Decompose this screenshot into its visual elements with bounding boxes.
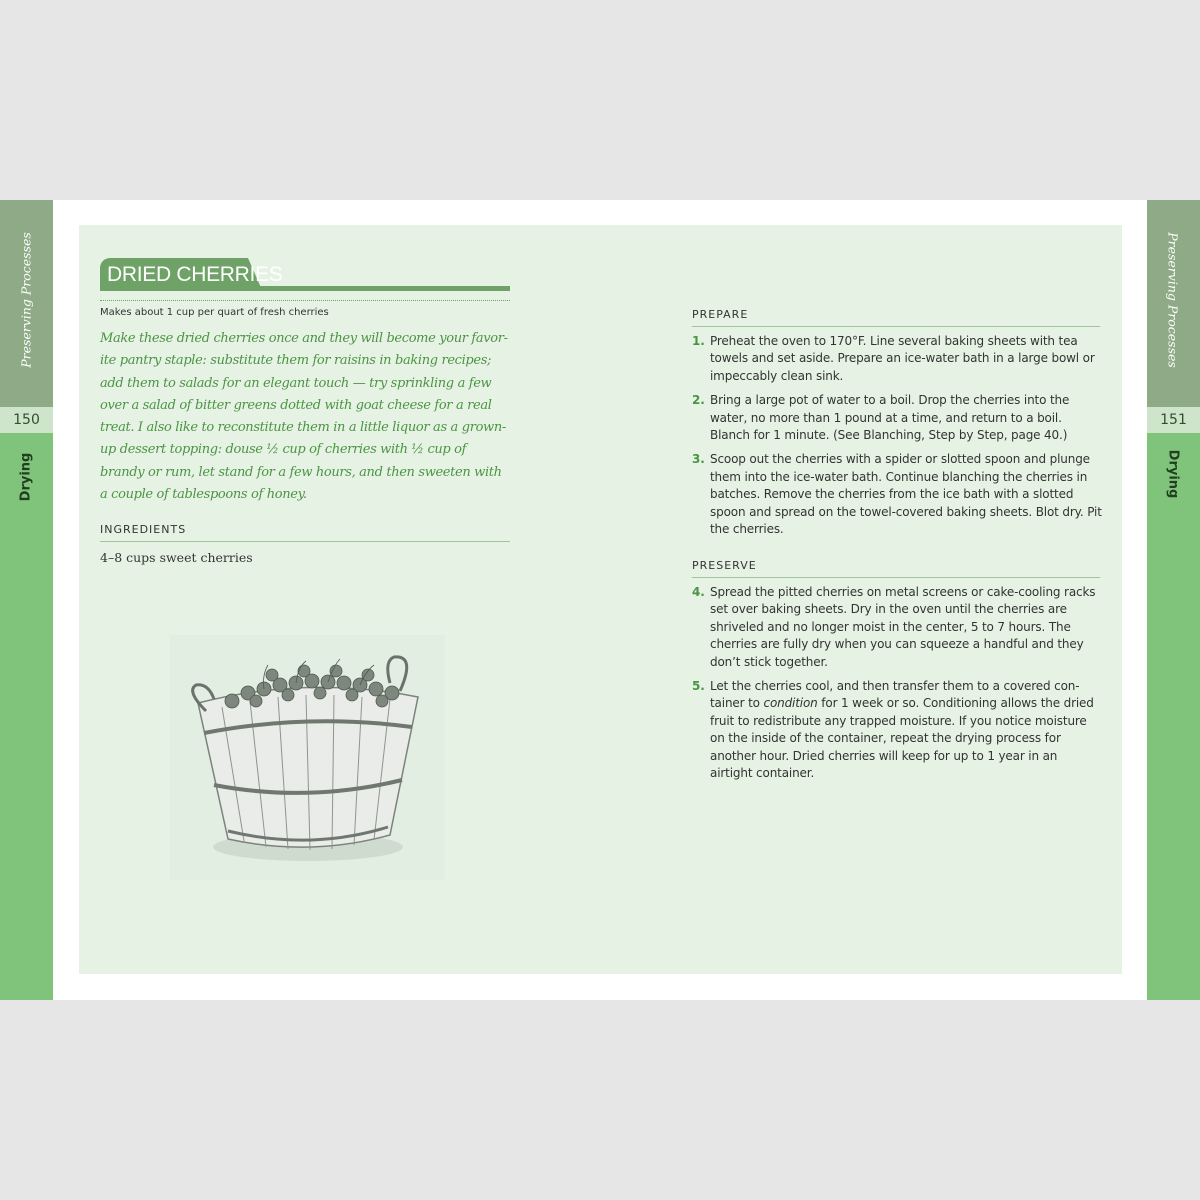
left-tab-label: Preserving Processes <box>18 232 34 368</box>
step-number: 4. <box>692 585 705 599</box>
left-side-tab <box>0 200 53 1000</box>
ingredients-rule <box>100 541 510 542</box>
cherry-basket-illustration <box>170 635 445 880</box>
step-text: Spread the pitted cherries on metal screens or cake-cooling racks set over baking sheets. Dry in the oven until the cherries are shriveled and no longer moist in the center, 5 to 7 hours. The cherries are fully dry when you can squeeze a handful and they don’t stick together. <box>710 585 1096 669</box>
prepare-steps <box>692 333 1102 545</box>
ingredient-item: 4–8 cups sweet cherries <box>100 550 253 565</box>
step-number: 5. <box>692 679 705 694</box>
step-5 <box>692 678 1102 782</box>
title-dotted-rule <box>100 300 510 301</box>
recipe-yield: Makes about 1 cup per quart of fresh cherries <box>100 307 329 318</box>
preserve-heading: PRESERVE <box>692 559 757 572</box>
step-number: 3. <box>692 452 705 467</box>
step-2 <box>692 392 1102 444</box>
prepare-heading: PREPARE <box>692 308 749 321</box>
preserve-steps <box>692 584 1102 789</box>
step-text-end: for 1 week or so. Conditioning allows the dried fruit to redistribute any trapped moisture. If you notice moisture on the inside of the container, repeat the drying process for another hour. Dried cherries will keep for up to 1 year in an airtight container. <box>710 696 1094 781</box>
left-page-number: 150 <box>13 412 40 428</box>
step-4 <box>692 584 1102 671</box>
step-number: 2. <box>692 393 705 408</box>
step-3 <box>692 451 1102 538</box>
ingredients-heading: INGREDIENTS <box>100 523 187 536</box>
step-text-emphasis: condition <box>763 696 818 711</box>
prepare-rule <box>692 326 1100 327</box>
recipe-title: DRIED CHERRIES <box>107 263 283 286</box>
recipe-title-block <box>100 255 510 295</box>
right-side-tab <box>1147 200 1200 1000</box>
step-number: 1. <box>692 334 705 348</box>
recipe-intro: Make these dried cherries once and they will become your favorite pantry staple: substitute them for raisins in baking recipes; add them to salads for an elegant touch — try sprinkling a few over a salad of bitter greens dotted with goat cheese for a real treat. I also like to reconstitute them in a little liquor as a grown-up dessert topping: douse ½ cup of cherries with ½ cup of brandy or rum, let stand for a few hours, and then sweeten with a couple of tablespoons of honey. <box>100 331 509 503</box>
step-text-start: Let the cherries cool, and then transfer them to a covered container to <box>710 679 1080 711</box>
step-1 <box>692 333 1102 385</box>
right-tab-label: Preserving Processes <box>1165 232 1181 368</box>
step-text: Scoop out the cherries with a spider or slotted spoon and plunge them into the ice-water bath. Continue blanching the cherries in batches. Remove the cherries from the ice bath with a slotted spoon and spread on the towel-covered baking sheets. Blot dry. Pit the cherries. <box>710 452 1102 537</box>
right-page-number: 151 <box>1160 412 1187 428</box>
right-tab-section: Drying <box>1165 449 1181 499</box>
book-spread <box>0 200 1200 1000</box>
step-text: Bring a large pot of water to a boil. Drop the cherries into the water, no more than 1 pound at a time, and return to a boil. Blanch for 1 minute. (See Blanching, Step by Step, page 40.) <box>710 393 1070 443</box>
left-tab-section: Drying <box>18 452 34 502</box>
preserve-rule <box>692 577 1100 578</box>
step-text: Preheat the oven to 170°F. Line several baking sheets with tea towels and set aside. Prepare an ice-water bath in a large bowl or impeccably clean sink. <box>710 334 1095 383</box>
